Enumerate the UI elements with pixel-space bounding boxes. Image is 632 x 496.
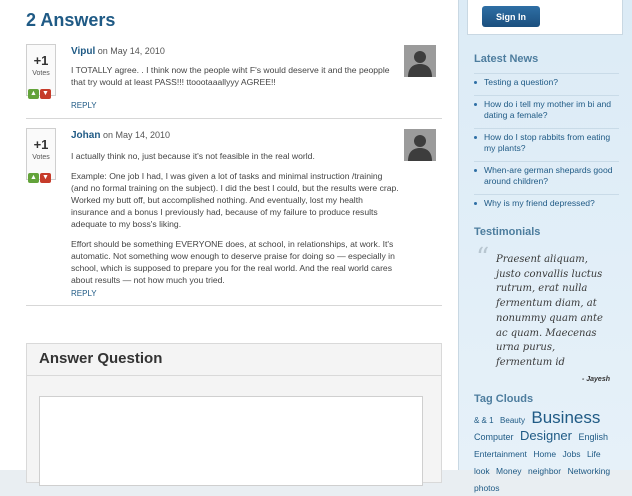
news-link[interactable]: How do I stop rabbits from eating my plants? — [474, 128, 619, 161]
tag-link[interactable]: Entertainment — [474, 449, 527, 459]
avatar — [404, 129, 436, 161]
answer-text — [71, 150, 401, 294]
tag-link[interactable]: Life — [586, 449, 601, 459]
answer-question-panel — [26, 343, 442, 483]
user-silhouette-icon — [404, 45, 436, 77]
answer-paragraph: I actually think no, just because it's not feasible in the real world. — [71, 151, 315, 161]
answer-date: on May 14, 2010 — [102, 130, 171, 140]
answer-paragraph: Example: One job I had, I was given a lot of tasks and minimal instruction /training (and no formal training on the subject). I did the best I could, but the results were crap. Worked my butt off, but accomplished nothing. And eventually, lost my health insurance and a bonus I previously had, because of my failure to produce results adequate to my boss's liking. — [71, 171, 399, 229]
news-link[interactable]: How do i tell my mother im bi and dating a female? — [474, 95, 619, 128]
tag-link[interactable]: Jobs — [562, 449, 581, 459]
news-link[interactable]: When-are german shepards good around children? — [474, 161, 619, 194]
tag-link[interactable]: English — [578, 432, 608, 442]
tag-link[interactable]: Beauty — [500, 416, 525, 425]
tag-link[interactable]: neighbor — [528, 466, 562, 476]
tag-link[interactable]: Networking — [567, 466, 611, 476]
vote-label: Votes — [32, 154, 50, 161]
answer-text — [71, 64, 401, 96]
latest-news-list — [474, 73, 619, 216]
answer-textarea[interactable] — [39, 396, 423, 486]
answers-heading: 2 Answers — [26, 10, 116, 30]
answer-item — [26, 128, 442, 306]
reply-link[interactable]: REPLY — [71, 289, 97, 298]
tag-link[interactable]: look — [474, 466, 490, 476]
news-link[interactable]: Testing a question? — [474, 73, 619, 95]
sign-in-button[interactable]: Sign In — [482, 6, 540, 27]
testimonials-heading: Testimonials — [474, 226, 541, 238]
answer-question-title: Answer Question — [39, 350, 163, 367]
author-line — [71, 130, 170, 141]
tag-link[interactable]: Home — [533, 449, 557, 459]
tag-link[interactable]: Computer — [474, 432, 514, 442]
thumbs-down-icon[interactable]: ▼ — [40, 173, 51, 183]
vote-count: +1 — [33, 53, 49, 68]
latest-news-heading: Latest News — [474, 53, 539, 65]
tag-link[interactable]: photos — [474, 483, 500, 493]
tag-link[interactable]: Money — [496, 466, 522, 476]
author-name[interactable]: Johan — [71, 130, 101, 141]
user-silhouette-icon — [404, 129, 436, 161]
thumbs-up-icon[interactable]: ▲ — [28, 89, 39, 99]
tag-link[interactable]: Designer — [519, 428, 572, 443]
testimonial-author: - Jayesh — [581, 376, 610, 383]
vote-count: +1 — [33, 137, 49, 152]
tag-clouds-heading: Tag Clouds — [474, 393, 534, 405]
answer-date: on May 14, 2010 — [97, 46, 165, 56]
tag-cloud — [474, 410, 622, 496]
avatar — [404, 45, 436, 77]
panel-divider — [27, 375, 441, 376]
author-name[interactable]: Vipul — [71, 46, 96, 57]
answer-paragraph: Effort should be something EVERYONE does, at school, in relationships, at work. It's automatic. Not something wow enough to deserve praise for doing so — especially in school, which is supposed to prepare you for the real world. And the real world cares about results — not how much you tried. — [71, 239, 395, 285]
testimonial-text: Praesent aliquam, justo convallis luctus rutrum, erat nulla fermentum diam, at nonummy quam ante ac quam. Maecenas urna purus, fermentum id — [496, 254, 603, 368]
thumbs-down-icon[interactable]: ▼ — [40, 89, 51, 99]
thumbs-up-icon[interactable]: ▲ — [28, 173, 39, 183]
reply-link[interactable]: REPLY — [71, 101, 97, 110]
tag-link[interactable]: & & 1 — [474, 416, 494, 425]
author-line — [71, 46, 165, 57]
quote-icon: “ — [476, 243, 490, 273]
answer-paragraph: I TOTALLY agree. . I think now the people wiht F's would deserve it and the peopple that try would at least PASS!!! ttoootaaallyyy AGREE!! — [71, 65, 390, 87]
vote-buttons — [28, 166, 54, 184]
vote-buttons — [28, 82, 54, 100]
vote-label: Votes — [32, 70, 50, 77]
sidebar — [458, 0, 632, 493]
answer-item — [26, 44, 442, 119]
news-link[interactable]: Why is my friend depressed? — [474, 194, 619, 216]
signin-panel — [467, 0, 623, 35]
tag-link[interactable]: Business — [531, 408, 601, 427]
